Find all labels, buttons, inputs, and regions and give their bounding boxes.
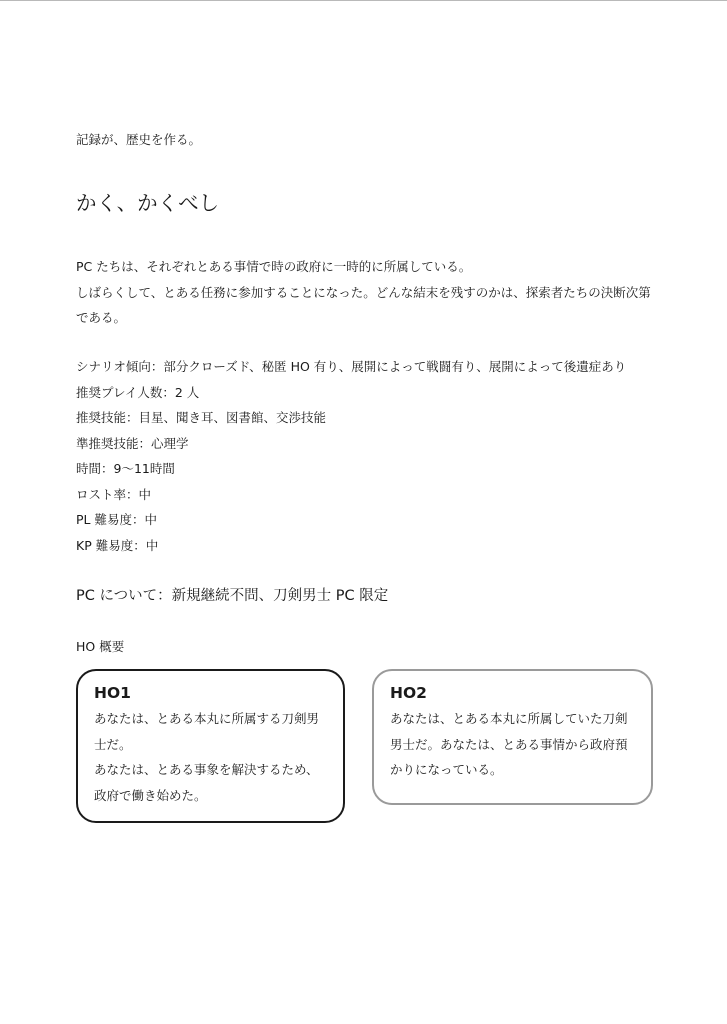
spec-trend: シナリオ傾向：部分クローズド、秘匿 HO 有り、展開によって戦闘有り、展開によって後遺症あり	[76, 359, 627, 374]
ho1-body	[94, 706, 329, 808]
ho1-title: HO1	[94, 684, 131, 702]
ho2-card	[372, 669, 653, 805]
ho2-body	[390, 706, 637, 783]
spec-sub-skills: 準推奨技能：心理学	[76, 435, 189, 451]
spec-kp-difficulty: KP 難易度：中	[76, 537, 159, 553]
ho-section-heading: HO 概要	[76, 639, 125, 654]
scenario-title: かく、かくべし	[76, 191, 220, 215]
ho1-card	[76, 669, 345, 823]
tagline: 記録が、歴史を作る。	[76, 132, 202, 147]
scenario-specs	[76, 354, 626, 558]
intro-text	[76, 254, 651, 331]
ho1-paragraph: あなたは、とある事象を解決するため、政府で働き始めた。	[94, 762, 319, 803]
spec-time: 時間：9～11時間	[76, 461, 175, 476]
spec-pl-difficulty: PL 難易度：中	[76, 512, 157, 527]
top-divider	[0, 0, 727, 1]
spec-skills: 推奨技能：目星、聞き耳、図書館、交渉技能	[76, 410, 327, 425]
pc-note: PC について：新規継続不問、刀剣男士 PC 限定	[76, 588, 389, 604]
spec-lost-rate: ロスト率：中	[76, 486, 152, 502]
ho1-paragraph: あなたは、とある本丸に所属する刀剣男士だ。	[94, 711, 320, 752]
intro-paragraph: PC たちは、それぞれとある事情で時の政府に一時的に所属している。	[76, 259, 472, 274]
ho2-paragraph: あなたは、とある本丸に所属していた刀剣男士だ。あなたは、とある事情から政府預かりになっている。	[390, 711, 628, 777]
spec-players: 推奨プレイ人数：2 人	[76, 384, 200, 400]
intro-paragraph: しばらくして、とある任務に参加することになった。どんな結末を残すのかは、探索者たちの決断次第である。	[76, 284, 651, 325]
ho2-title: HO2	[390, 684, 427, 702]
